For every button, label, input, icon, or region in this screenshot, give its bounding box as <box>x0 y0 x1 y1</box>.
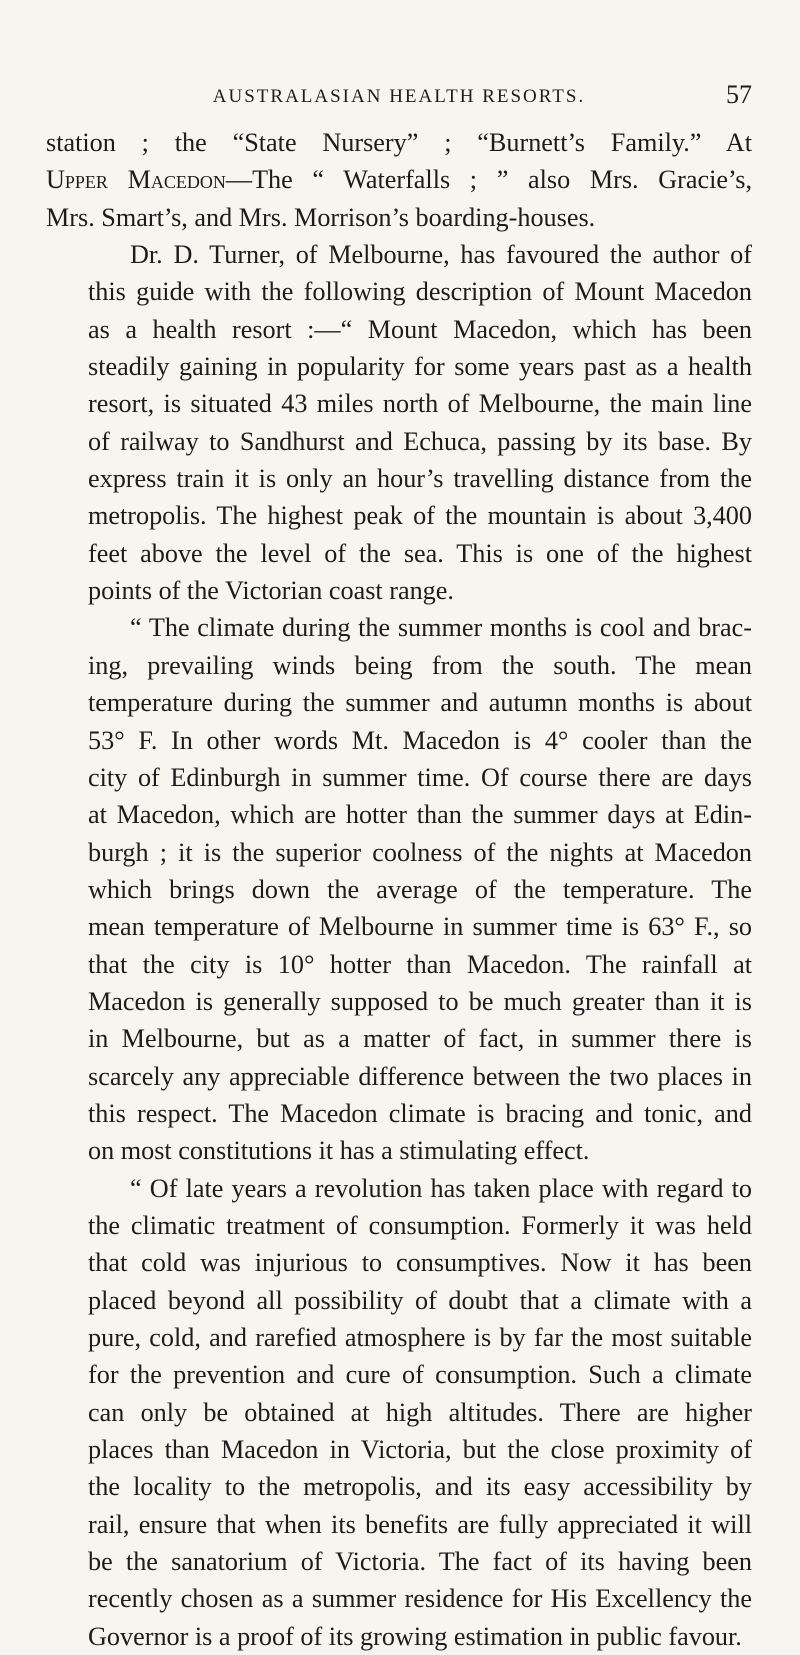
text-line: Upper Macedon—The “ Waterfalls ; ” also Mrs. Gracie’s, <box>46 165 753 195</box>
text-line: can only be obtained at high altitudes. There are higher <box>88 1397 752 1427</box>
text-line: placed beyond all possibility of doubt that a climate with a <box>88 1285 752 1315</box>
text-line: of railway to Sandhurst and Echuca, passing by its base. By <box>88 426 752 456</box>
text-line: Dr. D. Turner, of Melbourne, has favoured the author of <box>130 240 752 270</box>
text-line: as a health resort :—“ Mount Macedon, which has been <box>88 314 752 344</box>
text-line: ing, prevailing winds being from the south. The mean <box>88 650 752 680</box>
text-line: rail, ensure that when its benefits are fully appreciated it will <box>88 1509 752 1539</box>
text-line: recently chosen as a summer residence for His Excellency the <box>88 1584 752 1614</box>
text-line: mean temperature of Melbourne in summer time is 63° F., so <box>88 912 752 942</box>
text-line: at Macedon, which are hotter than the summer days at Edin- <box>88 800 752 830</box>
text-line: Macedon is generally supposed to be much greater than it is <box>88 986 752 1016</box>
text-line: “ The climate during the summer months is cool and brac- <box>130 613 752 643</box>
running-head <box>46 76 752 112</box>
text-line: Mrs. Smart’s, and Mrs. Morrison’s boarding-houses. <box>46 202 596 232</box>
paragraph <box>46 124 752 236</box>
text-line: which brings down the average of the temperature. The <box>88 874 752 904</box>
text-line: pure, cold, and rarefied atmosphere is by far the most suitable <box>88 1323 752 1352</box>
text-line: for the prevention and cure of consumption. Such a climate <box>88 1360 752 1390</box>
text-line: places than Macedon in Victoria, but the close proximity of <box>88 1435 752 1465</box>
paragraph <box>46 609 752 1169</box>
text-line: the locality to the metropolis, and its easy accessibility by <box>88 1472 752 1502</box>
text-line: points of the Victorian coast range. <box>88 576 454 606</box>
text-line: resort, is situated 43 miles north of Melbourne, the main line <box>88 389 752 419</box>
text-line: temperature during the summer and autumn months is about <box>88 688 752 718</box>
text-line: metropolis. The highest peak of the mountain is about 3,400 <box>88 501 752 531</box>
text-line: steadily gaining in popularity for some years past as a health <box>88 352 752 382</box>
text-line: the climatic treatment of consumption. Formerly it was held <box>88 1210 752 1240</box>
text-line: this guide with the following description of Mount Macedon <box>88 277 752 307</box>
text-line: feet above the level of the sea. This is one of the highest <box>88 538 752 568</box>
page-number: 57 <box>726 80 752 109</box>
text-line: that cold was injurious to consumptives. Now it has been <box>88 1248 752 1278</box>
place-name-small-caps: Upper Macedon <box>46 165 226 195</box>
paragraph <box>46 236 752 609</box>
text-line: in Melbourne, but as a matter of fact, in summer there is <box>88 1024 752 1054</box>
text-line: city of Edinburgh in summer time. Of course there are days <box>88 762 752 792</box>
text-line: Governor is a proof of its growing estimation in public favour. <box>88 1621 742 1651</box>
text-line: 53° F. In other words Mt. Macedon is 4° cooler than the <box>88 725 752 755</box>
running-title: AUSTRALASIAN HEALTH RESORTS. <box>212 86 586 107</box>
text-line: on most constitutions it has a stimulating effect. <box>88 1136 590 1166</box>
body-text <box>46 124 752 1655</box>
text-line: station ; the “State Nursery” ; “Burnett’s Family.” At <box>46 128 752 157</box>
text-line: be the sanatorium of Victoria. The fact of its having been <box>88 1547 752 1577</box>
text-line: that the city is 10° hotter than Macedon. The rainfall at <box>88 949 752 979</box>
text-line: “ Of late years a revolution has taken place with regard to <box>130 1173 752 1203</box>
text-line: this respect. The Macedon climate is bracing and tonic, and <box>88 1098 752 1128</box>
text-line: scarcely any appreciable difference between the two places in <box>88 1061 752 1091</box>
paragraph <box>46 1170 752 1655</box>
text-line: burgh ; it is the superior coolness of the nights at Macedon <box>88 837 752 867</box>
text-line: express train it is only an hour’s travelling distance from the <box>88 464 752 494</box>
